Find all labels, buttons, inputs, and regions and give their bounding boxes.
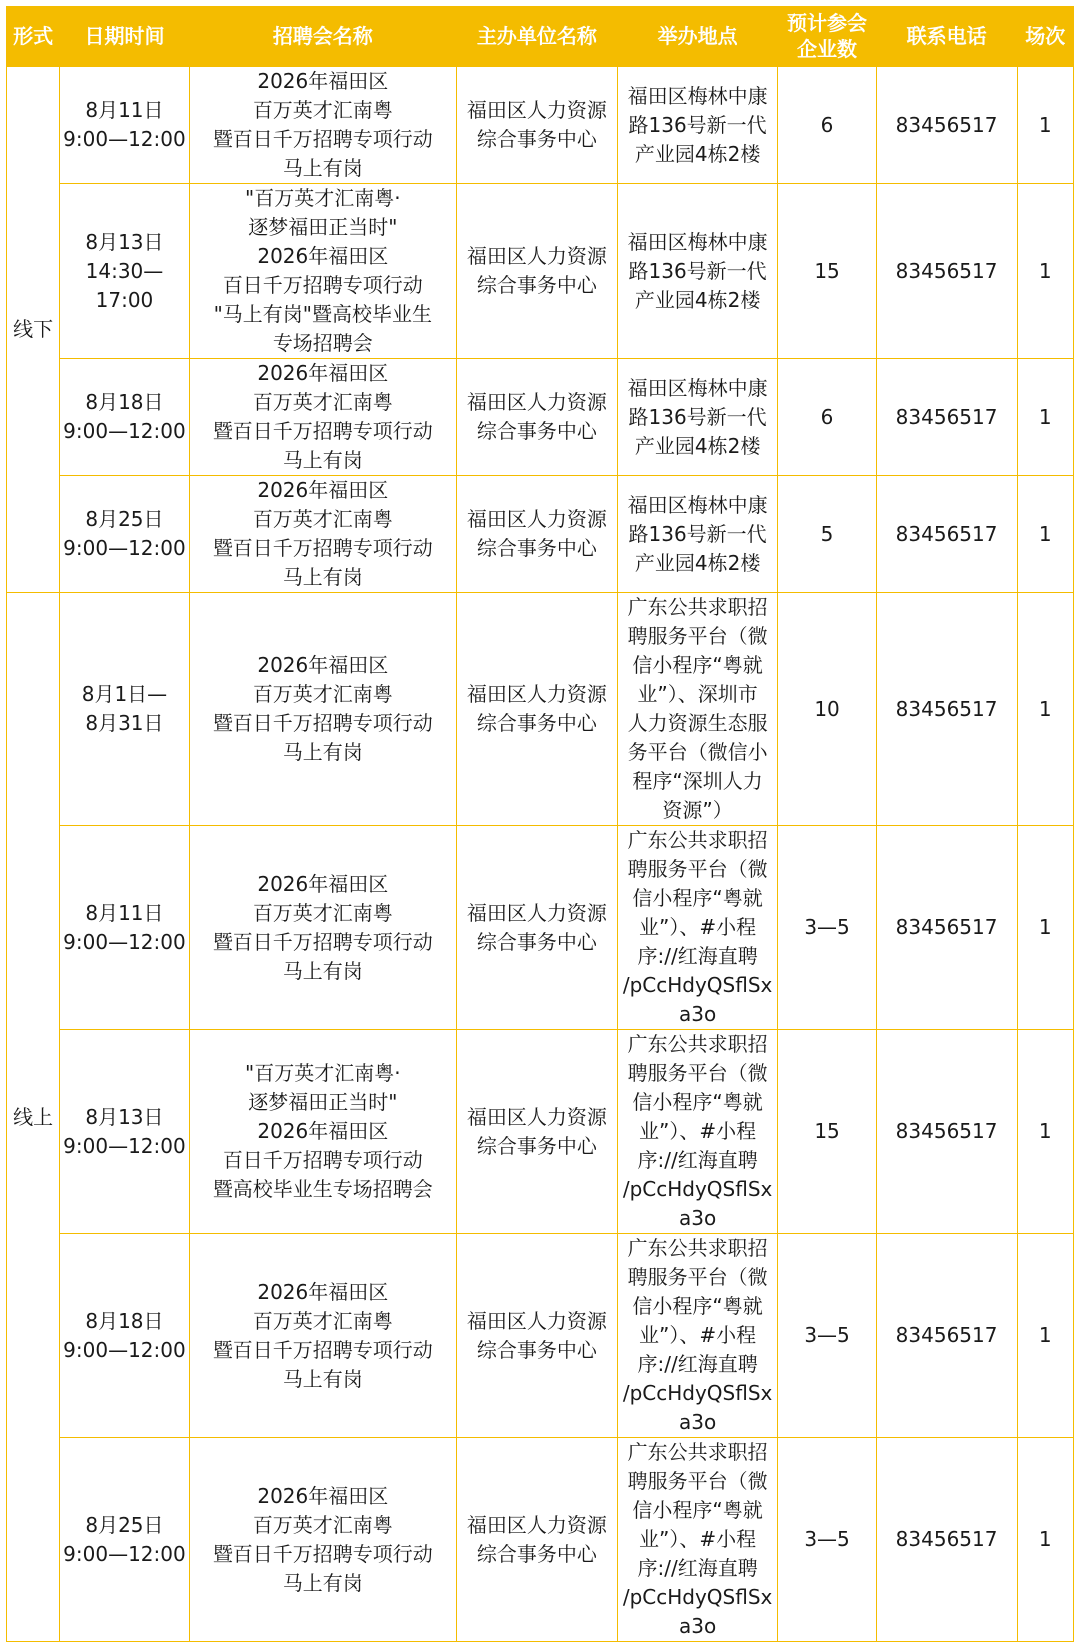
- sessions-cell: 1: [1017, 359, 1073, 476]
- table-body: [7, 67, 1074, 1642]
- company-count-cell: 3—5: [778, 1234, 876, 1438]
- table-row: [7, 1030, 1074, 1234]
- table-row: [7, 826, 1074, 1030]
- table-row: [7, 476, 1074, 593]
- organizer-cell: 福田区人力资源 综合事务中心: [456, 476, 617, 593]
- company-count-cell: 6: [778, 67, 876, 184]
- venue-cell: 福田区梅林中康 路136号新一代 产业园4栋2楼: [617, 476, 778, 593]
- fair-name-cell: 2026年福田区 百万英才汇南粤 暨百日千万招聘专项行动 马上有岗: [189, 67, 456, 184]
- sessions-cell: 1: [1017, 184, 1073, 359]
- date-cell: 8月25日 9:00—12:00: [60, 476, 189, 593]
- phone-cell: 83456517: [876, 359, 1017, 476]
- sessions-cell: 1: [1017, 476, 1073, 593]
- venue-cell: 广东公共求职招 聘服务平台（微 信小程序“粤就 业”）、#小程 序://红海直聘 /pCcHdyQSflSx a3o: [617, 826, 778, 1030]
- header-fair-name: 招聘会名称: [189, 6, 456, 67]
- fair-name-cell: 2026年福田区 百万英才汇南粤 暨百日千万招聘专项行动 马上有岗: [189, 826, 456, 1030]
- header-venue: 举办地点: [617, 6, 778, 67]
- venue-cell: 广东公共求职招 聘服务平台（微 信小程序“粤就 业”）、深圳市 人力资源生态服 务平台（微信小 程序“深圳人力 资源”）: [617, 593, 778, 826]
- venue-cell: 广东公共求职招 聘服务平台（微 信小程序“粤就 业”）、#小程 序://红海直聘 /pCcHdyQSflSx a3o: [617, 1234, 778, 1438]
- date-cell: 8月18日 9:00—12:00: [60, 1234, 189, 1438]
- phone-cell: 83456517: [876, 1234, 1017, 1438]
- fair-name-cell: 2026年福田区 百万英才汇南粤 暨百日千万招聘专项行动 马上有岗: [189, 476, 456, 593]
- organizer-cell: 福田区人力资源 综合事务中心: [456, 67, 617, 184]
- date-cell: 8月18日 9:00—12:00: [60, 359, 189, 476]
- phone-cell: 83456517: [876, 593, 1017, 826]
- header-organizer: 主办单位名称: [456, 6, 617, 67]
- phone-cell: 83456517: [876, 67, 1017, 184]
- phone-cell: 83456517: [876, 184, 1017, 359]
- phone-cell: 83456517: [876, 1030, 1017, 1234]
- table-row: [7, 593, 1074, 826]
- company-count-cell: 5: [778, 476, 876, 593]
- header-phone: 联系电话: [876, 6, 1017, 67]
- company-count-cell: 10: [778, 593, 876, 826]
- form-cell-online: 线上: [7, 593, 60, 1642]
- fair-name-cell: 2026年福田区 百万英才汇南粤 暨百日千万招聘专项行动 马上有岗: [189, 1438, 456, 1642]
- fair-name-cell: "百万英才汇南粤· 逐梦福田正当时" 2026年福田区 百日千万招聘专项行动 暨高校毕业生专场招聘会: [189, 1030, 456, 1234]
- company-count-cell: 6: [778, 359, 876, 476]
- table-row: [7, 184, 1074, 359]
- fair-name-cell: "百万英才汇南粤· 逐梦福田正当时" 2026年福田区 百日千万招聘专项行动 "马上有岗"暨高校毕业生 专场招聘会: [189, 184, 456, 359]
- organizer-cell: 福田区人力资源 综合事务中心: [456, 593, 617, 826]
- organizer-cell: 福田区人力资源 综合事务中心: [456, 826, 617, 1030]
- header-form: 形式: [7, 6, 60, 67]
- sessions-cell: 1: [1017, 67, 1073, 184]
- header-date-time: 日期时间: [60, 6, 189, 67]
- organizer-cell: 福田区人力资源 综合事务中心: [456, 1030, 617, 1234]
- phone-cell: 83456517: [876, 826, 1017, 1030]
- date-cell: 8月13日 9:00—12:00: [60, 1030, 189, 1234]
- header-sessions: 场次: [1017, 6, 1073, 67]
- table-row: [7, 67, 1074, 184]
- phone-cell: 83456517: [876, 476, 1017, 593]
- sessions-cell: 1: [1017, 826, 1073, 1030]
- sessions-cell: 1: [1017, 1234, 1073, 1438]
- date-cell: 8月1日— 8月31日: [60, 593, 189, 826]
- organizer-cell: 福田区人力资源 综合事务中心: [456, 359, 617, 476]
- venue-cell: 福田区梅林中康 路136号新一代 产业园4栋2楼: [617, 359, 778, 476]
- fair-name-cell: 2026年福田区 百万英才汇南粤 暨百日千万招聘专项行动 马上有岗: [189, 1234, 456, 1438]
- form-cell-offline: 线下: [7, 67, 60, 593]
- fair-name-cell: 2026年福田区 百万英才汇南粤 暨百日千万招聘专项行动 马上有岗: [189, 593, 456, 826]
- table-row: [7, 1438, 1074, 1642]
- fair-name-cell: 2026年福田区 百万英才汇南粤 暨百日千万招聘专项行动 马上有岗: [189, 359, 456, 476]
- venue-cell: 广东公共求职招 聘服务平台（微 信小程序“粤就 业”）、#小程 序://红海直聘 /pCcHdyQSflSx a3o: [617, 1438, 778, 1642]
- phone-cell: 83456517: [876, 1438, 1017, 1642]
- company-count-cell: 3—5: [778, 1438, 876, 1642]
- sessions-cell: 1: [1017, 593, 1073, 826]
- venue-cell: 福田区梅林中康 路136号新一代 产业园4栋2楼: [617, 184, 778, 359]
- sessions-cell: 1: [1017, 1438, 1073, 1642]
- table-row: [7, 359, 1074, 476]
- date-cell: 8月13日 14:30— 17:00: [60, 184, 189, 359]
- venue-cell: 福田区梅林中康 路136号新一代 产业园4栋2楼: [617, 67, 778, 184]
- organizer-cell: 福田区人力资源 综合事务中心: [456, 184, 617, 359]
- company-count-cell: 3—5: [778, 826, 876, 1030]
- organizer-cell: 福田区人力资源 综合事务中心: [456, 1234, 617, 1438]
- date-cell: 8月11日 9:00—12:00: [60, 67, 189, 184]
- date-cell: 8月25日 9:00—12:00: [60, 1438, 189, 1642]
- header-company-count: 预计参会 企业数: [778, 6, 876, 67]
- table-header-row: [7, 6, 1074, 67]
- venue-cell: 广东公共求职招 聘服务平台（微 信小程序“粤就 业”）、#小程 序://红海直聘 /pCcHdyQSflSx a3o: [617, 1030, 778, 1234]
- company-count-cell: 15: [778, 1030, 876, 1234]
- organizer-cell: 福田区人力资源 综合事务中心: [456, 1438, 617, 1642]
- table-row: [7, 1234, 1074, 1438]
- company-count-cell: 15: [778, 184, 876, 359]
- sessions-cell: 1: [1017, 1030, 1073, 1234]
- job-fair-table: [6, 6, 1074, 1642]
- date-cell: 8月11日 9:00—12:00: [60, 826, 189, 1030]
